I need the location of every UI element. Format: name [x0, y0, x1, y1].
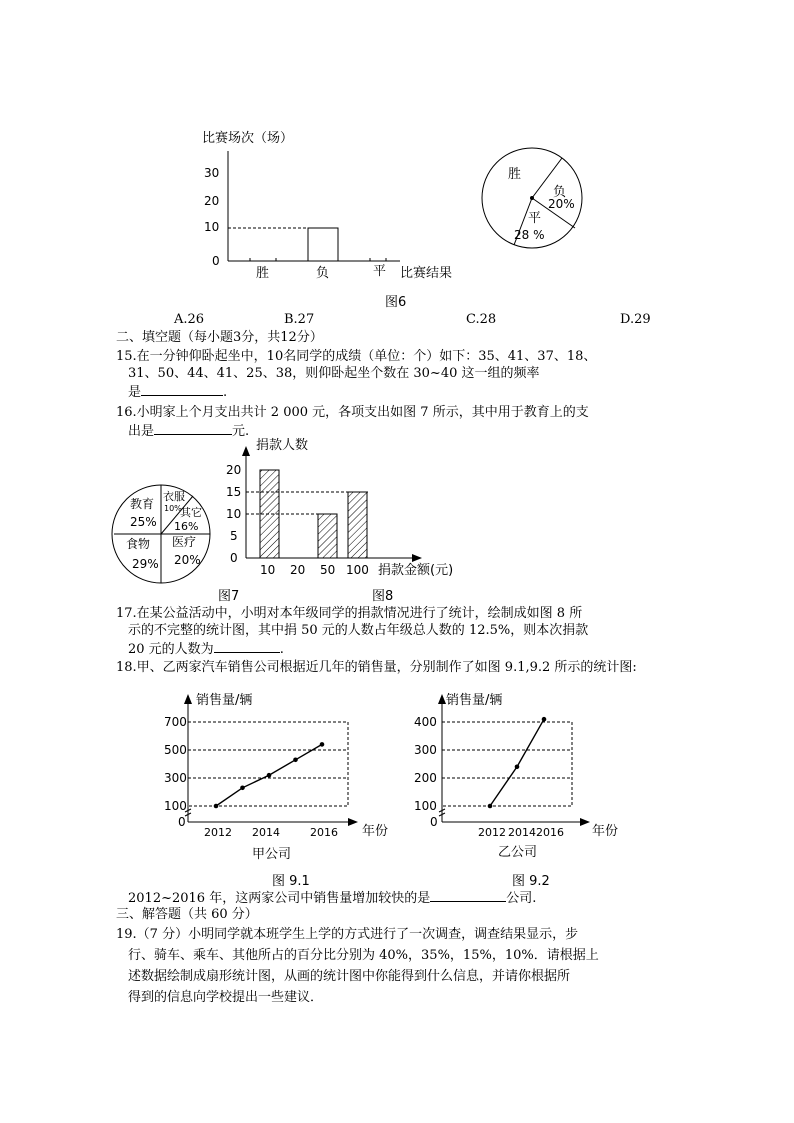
fig8-bar-10 [260, 470, 279, 558]
fig91-xlabel: 年份 [362, 824, 389, 839]
fig8-x-arrow [412, 554, 422, 562]
fig8-xtick-label: 100 [346, 563, 369, 577]
q16-line2-prefix: 出是 [128, 424, 155, 439]
q15-line3-prefix: 是 [128, 385, 142, 400]
fig91-data-point [214, 804, 219, 809]
fig91-x-arrow [348, 818, 358, 826]
q19-line2: 行、骑车、乘车、其他所占的百分比分别为 40%，35%，15%，10%．请根据上 [128, 948, 599, 963]
fig92-ytick: 300 [414, 743, 437, 757]
q16-answer-blank[interactable] [154, 420, 232, 435]
q16-line1: 16.小明家上个月支出共计 2 000 元，各项支出如图 7 所示，其中用于教育上的支 [116, 405, 589, 420]
q18-answer-suffix: 公司. [506, 891, 537, 906]
fig6-pie-label: 平 [528, 211, 542, 226]
fig91-title: 甲公司 [252, 847, 292, 862]
fig6-ytick: 10 [204, 220, 220, 234]
fig6-bar-chart [190, 125, 470, 285]
fig92-data-point [515, 765, 520, 770]
fig7-pie-label: 其它 [180, 506, 202, 519]
fig92-line-chart [414, 688, 630, 863]
fig91-ytick: 300 [164, 771, 187, 785]
fig8-y-arrow [242, 446, 250, 456]
fig6-pie-label: 负 [553, 185, 567, 200]
fig8-ytick: 5 [230, 529, 238, 543]
fig91-data-point [293, 758, 298, 763]
fig7-pie-label: 医疗 [172, 535, 197, 549]
q17-line2: 示的不完整的统计图，其中捐 50 元的人数占年级总人数的 12.5%，则本次捐款 [128, 623, 589, 638]
q15-line3 [128, 381, 227, 403]
q19-line4: 得到的信息向学校提出一些建议． [128, 990, 324, 1005]
fig91-caption: 图 9.1 [272, 874, 310, 889]
fig6-caption: 图6 [385, 295, 407, 310]
fig6-xtick-label: 胜 [256, 266, 270, 281]
fig7-pie-label: 10% [164, 504, 182, 513]
fig91-data-point [240, 786, 245, 791]
fig92-title: 乙公司 [498, 845, 538, 860]
fig6-ytick: 0 [212, 254, 220, 268]
choice-c: C.28 [466, 312, 497, 327]
fig91-ylabel: 销售量/辆 [196, 693, 253, 708]
choice-b: B.27 [284, 312, 315, 327]
q15-line2: 31、50、44、41、25、38，则仰卧起坐个数在 30~40 这一组的频率 [128, 366, 540, 381]
fig6-bar-fu [308, 228, 338, 261]
q15-line3-suffix: . [223, 385, 228, 400]
fig92-dashed-frame [442, 722, 572, 806]
fig8-ylabel: 捐款人数 [256, 438, 309, 453]
fig91-data-point [267, 773, 272, 778]
fig7-pie-label: 衣服 [163, 490, 185, 503]
fig92-xtick-label: 2014 [508, 826, 536, 839]
q16-line2-suffix: 元. [232, 424, 250, 439]
fig92-x-arrow [580, 818, 590, 826]
fig6-pie-label: 28 % [514, 228, 545, 242]
q17-line3-prefix: 20 元的人数为 [128, 642, 214, 657]
fig91-data-point [320, 742, 325, 747]
fig6-ylabel: 比赛场次（场） [202, 131, 294, 146]
fig92-series-line [490, 719, 544, 806]
fig7-pie-label: 食物 [126, 537, 151, 551]
fig6-pie-chart [478, 150, 588, 255]
fig8-caption: 图8 [372, 589, 394, 604]
q17-line3-suffix: . [279, 642, 284, 657]
fig92-ytick: 100 [414, 799, 437, 813]
fig92-caption: 图 9.2 [512, 874, 550, 889]
fig6-xtick-label: 平 [373, 264, 387, 279]
fig92-xtick-label: 2012 [478, 826, 506, 839]
q19-line3: 述数据绘制成扇形统计图，从画的统计图中你能得到什么信息，并请你根据所 [128, 969, 571, 984]
fig92-xlabel: 年份 [592, 824, 619, 839]
fig8-bar-chart [222, 432, 482, 577]
fig8-ytick: 20 [226, 463, 242, 477]
fig91-dashed-frame [188, 722, 348, 806]
fig6-xtick-label: 负 [316, 266, 330, 281]
q17-line1: 17.在某公益活动中，小明对本年级同学的捐款情况进行了统计，绘制成如图 8 所 [116, 606, 583, 621]
fig91-ytick: 100 [164, 799, 187, 813]
section2-heading: 二、填空题（每小题3分，共12分） [116, 330, 323, 345]
fig6-ytick: 30 [204, 166, 220, 180]
fig7-pie-label: 29% [132, 557, 159, 571]
fig92-data-point [542, 717, 547, 722]
choice-d: D.29 [620, 312, 651, 327]
choice-a: A.26 [174, 312, 205, 327]
fig92-xtick-label: 2016 [536, 826, 564, 839]
fig92-y-arrow [438, 694, 446, 704]
fig6-pie-label: 20% [548, 197, 575, 211]
fig7-pie-label: 16% [174, 520, 199, 533]
fig6-ytick: 20 [204, 194, 220, 208]
fig7-caption: 图7 [218, 589, 240, 604]
fig92-ytick: 200 [414, 771, 437, 785]
fig91-y-arrow [184, 694, 192, 704]
fig7-pie-label: 教育 [130, 497, 155, 511]
fig92-ytick: 400 [414, 715, 437, 729]
q18-line1: 18.甲、乙两家汽车销售公司根据近几年的销售量，分别制作了如图 9.1,9.2 所示的统计图: [116, 660, 637, 675]
fig92-ytick: 0 [430, 815, 438, 829]
fig92-data-point [488, 804, 493, 809]
fig6-pie-center [530, 196, 534, 200]
fig8-ytick: 10 [226, 507, 242, 521]
fig8-xtick-label: 20 [290, 563, 306, 577]
fig7-pie-label: 20% [174, 553, 201, 567]
fig8-bar-100 [348, 492, 367, 558]
q15-line1: 15.在一分钟仰卧起坐中，10名同学的成绩（单位：个）如下：35、41、37、18、 [116, 349, 597, 364]
fig91-line-chart [160, 688, 400, 863]
fig92-ylabel: 销售量/辆 [446, 693, 503, 708]
fig7-pie-label: 25% [130, 515, 157, 529]
q17-line3 [128, 638, 284, 660]
fig91-ytick: 700 [164, 715, 187, 729]
fig91-xtick-label: 2014 [252, 826, 280, 839]
fig8-ytick: 15 [226, 485, 242, 499]
q15-answer-blank[interactable] [141, 381, 223, 396]
q17-answer-blank[interactable] [214, 638, 280, 653]
fig8-ytick: 0 [230, 551, 238, 565]
q18-answer-blank[interactable] [430, 887, 506, 902]
fig8-xlabel: 捐款金额(元) [378, 563, 454, 578]
fig6-xlabel: 比赛结果 [400, 266, 453, 281]
q18-answer-prefix: 2012~2016 年，这两家公司中销售量增加较快的是 [128, 891, 431, 906]
fig91-xtick-label: 2016 [310, 826, 338, 839]
fig6-pie-label: 胜 [508, 167, 522, 182]
fig91-xtick-label: 2012 [204, 826, 232, 839]
fig7-pie-chart [108, 484, 218, 584]
fig8-bar-50 [318, 514, 337, 558]
section3-heading: 三、解答题（共 60 分） [116, 907, 258, 922]
fig8-xtick-label: 10 [260, 563, 276, 577]
fig91-ytick: 500 [164, 743, 187, 757]
fig91-ytick: 0 [178, 815, 186, 829]
q19-line1: 19.（7 分）小明同学就本班学生上学的方式进行了一次调查，调查结果显示，步 [116, 927, 579, 942]
fig8-xtick-label: 50 [320, 563, 336, 577]
